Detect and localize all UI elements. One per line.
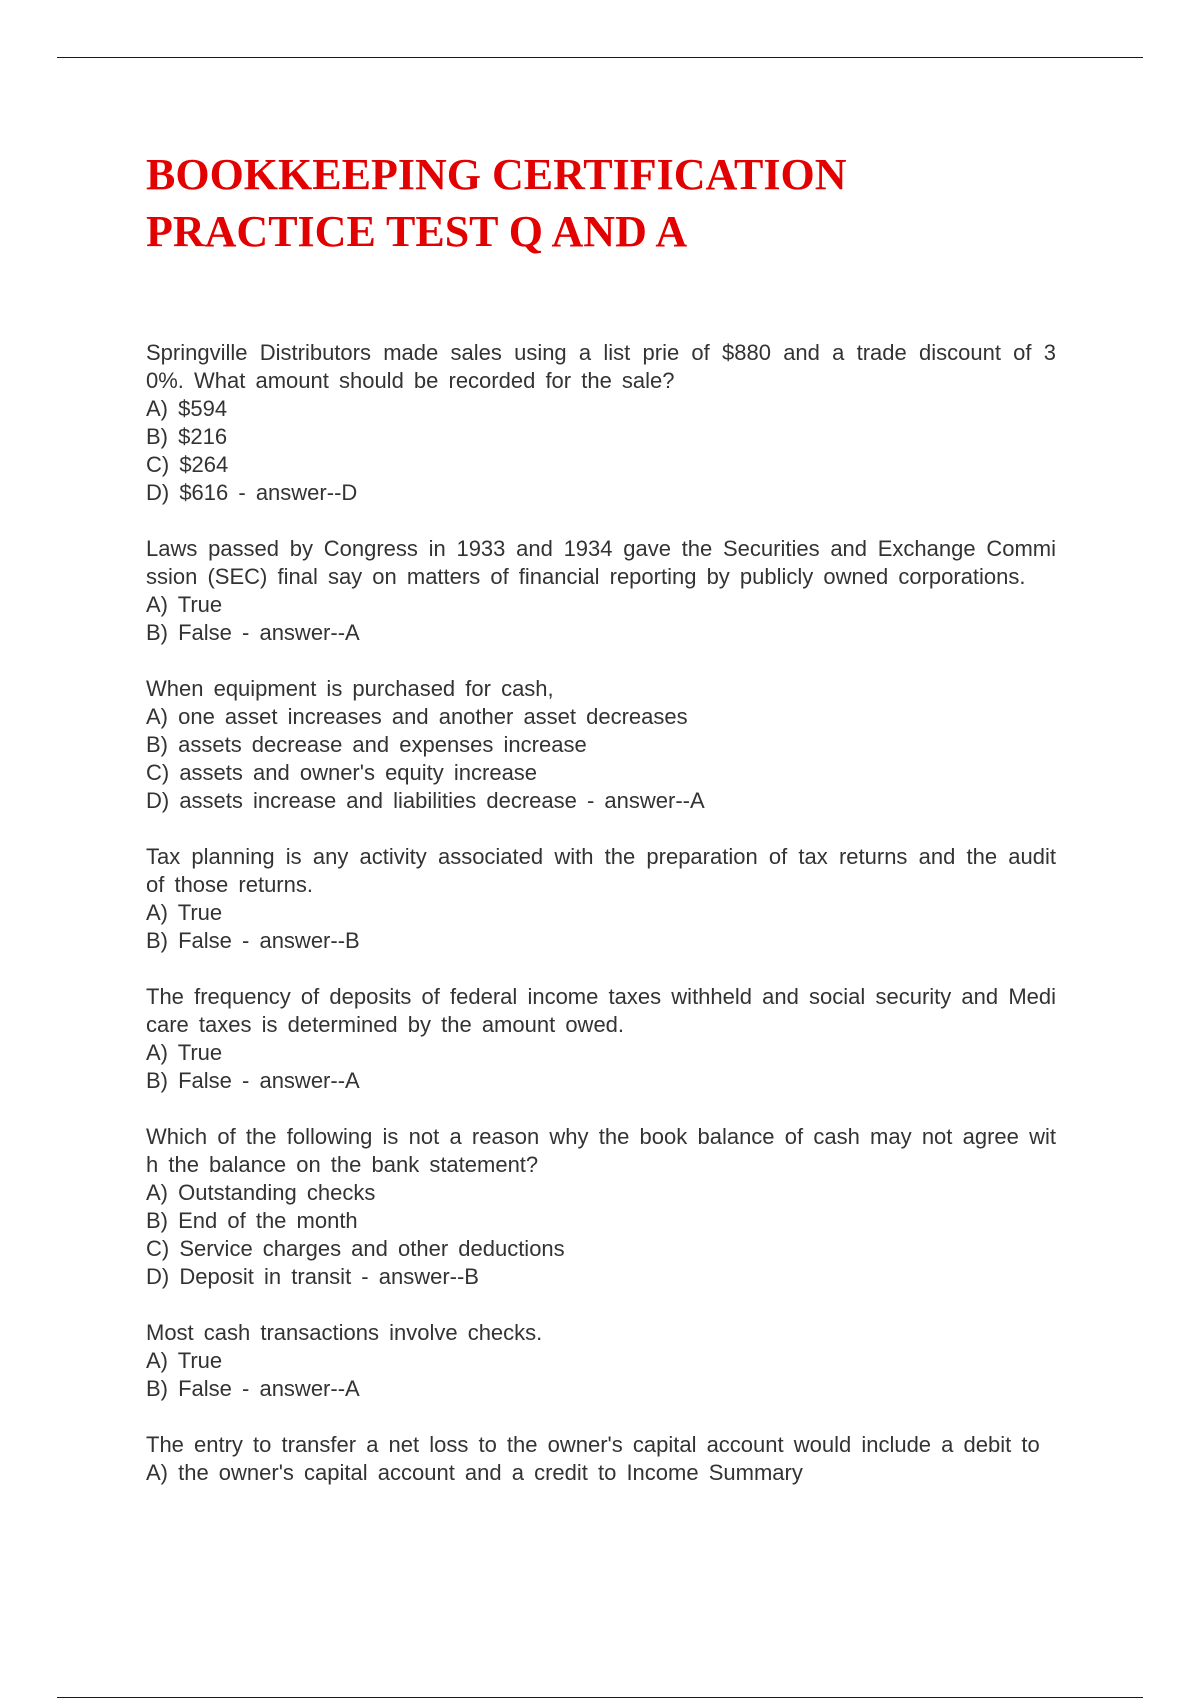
answer-option: D) $616 - answer--D: [146, 480, 358, 505]
question-block-1: [146, 339, 1056, 507]
answer-option: B) End of the month: [146, 1208, 358, 1233]
answer-option: A) the owner's capital account and a credit to Income Summary: [146, 1460, 803, 1485]
header-rule: [57, 57, 1143, 58]
document-title: [146, 146, 1126, 260]
question-block-2: [146, 535, 1056, 647]
answer-option: B) False - answer--A: [146, 620, 360, 645]
answer-option: A) True: [146, 900, 223, 925]
answer-option: A) True: [146, 1348, 223, 1373]
question-block-6: [146, 1123, 1056, 1291]
answer-option: A) Outstanding checks: [146, 1180, 376, 1205]
title-line-1: BOOKKEEPING CERTIFICATION: [146, 150, 847, 199]
answer-option: D) assets increase and liabilities decrease - answer--A: [146, 788, 705, 813]
answer-option: C) Service charges and other deductions: [146, 1236, 565, 1261]
question-block-4: [146, 843, 1056, 955]
footer-rule: [57, 1697, 1143, 1698]
answer-option: C) assets and owner's equity increase: [146, 760, 538, 785]
question-block-8: [146, 1431, 1056, 1487]
answer-option: A) True: [146, 1040, 223, 1065]
answer-option: A) $594: [146, 396, 228, 421]
question-text: Tax planning is any activity associated with the preparation of tax returns and the audit of those returns.: [146, 844, 1056, 897]
answer-option: A) True: [146, 592, 223, 617]
answer-option: B) False - answer--A: [146, 1068, 360, 1093]
answer-option: C) $264: [146, 452, 229, 477]
question-text: Laws passed by Congress in 1933 and 1934 gave the Securities and Exchange Commission (SEC) final say on matters of financial reporting by publicly owned corporations.: [146, 536, 1056, 589]
question-block-3: [146, 675, 1056, 815]
answer-option: A) one asset increases and another asset decreases: [146, 704, 688, 729]
question-text: The frequency of deposits of federal income taxes withheld and social security and Medicare taxes is determined by the amount owed.: [146, 984, 1056, 1037]
question-text: When equipment is purchased for cash,: [146, 676, 554, 701]
title-line-2: PRACTICE TEST Q AND A: [146, 207, 688, 256]
question-text: Most cash transactions involve checks.: [146, 1320, 543, 1345]
answer-option: B) False - answer--B: [146, 928, 360, 953]
question-text: Springville Distributors made sales using a list prie of $880 and a trade discount of 30%. What amount should be recorded for the sale?: [146, 340, 1056, 393]
question-block-7: [146, 1319, 1056, 1403]
question-text: Which of the following is not a reason why the book balance of cash may not agree with the balance on the bank statement?: [146, 1124, 1056, 1177]
question-block-5: [146, 983, 1056, 1095]
answer-option: B) assets decrease and expenses increase: [146, 732, 587, 757]
answer-option: B) $216: [146, 424, 228, 449]
question-text: The entry to transfer a net loss to the owner's capital account would include a debit to: [146, 1432, 1040, 1457]
answer-option: D) Deposit in transit - answer--B: [146, 1264, 479, 1289]
question-list: [146, 339, 1056, 1515]
answer-option: B) False - answer--A: [146, 1376, 360, 1401]
